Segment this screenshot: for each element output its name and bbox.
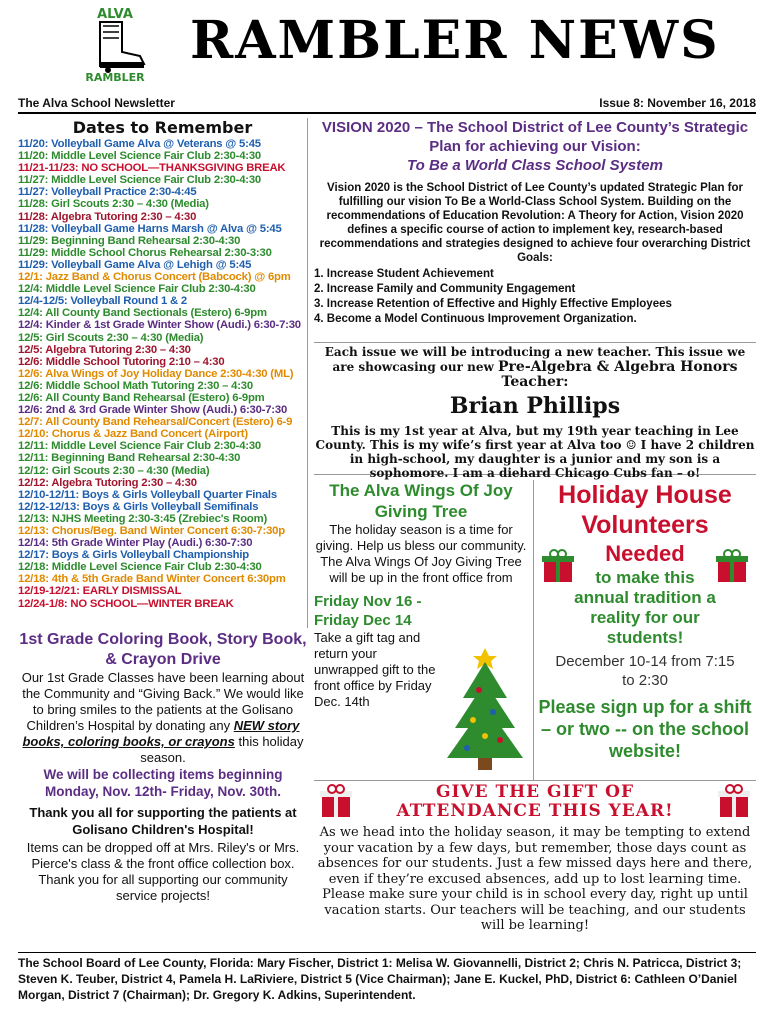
newsletter-name: The Alva School Newsletter [18,96,175,110]
coloring-collect-dates: We will be collecting items beginning Monday, Nov. 12th- Friday, Nov. 30th. [43,767,283,799]
date-item: 12/19-12/21: EARLY DISMISSAL [18,585,182,598]
vision-body: Vision 2020 is the School District of Lee County’s updated Strategic Plan for fulfilling our vision To Be a World-Class School System. Building on the recommendations of Education Revolution: A Theory for Action, Vision 2020 defines a specific course of action to implement key, research-based recommendations and strategies designed to achieve four overarching District Goals: [319,182,751,264]
teacher-bio: This is my 1st year at Alva, but my 19th year teaching in Lee County. This is my wife’s first year at Alva too ☺ I have 2 children in high-school, my daughter is a junior and my son is a sophomore. I am a diehard Chicago Cubs fan – o! [315,424,755,480]
date-item: 12/6: Alva Wings of Joy Holiday Dance 2:30-4:30 (ML) [18,367,294,380]
holiday-signup: Please sign up for a shift – or two -- on the school website! [538,697,752,761]
teacher-intro: Each issue we will be introducing a new teacher. This issue we are showcasing our new Pre-Algebra & Algebra Honors Teacher: [324,345,746,390]
date-item: 12/5: Girl Scouts 2:30 – 4:30 (Media) [18,331,204,344]
date-item: 11/29: Middle School Chorus Rehearsal 2:30-3:30 [18,246,272,259]
date-item: 12/17: Boys & Girls Volleyball Championship [18,549,250,562]
holiday-dates: December 10-14 from 7:15 to 2:30 [555,653,735,689]
date-item: 12/4: All County Band Sectionals (Estero) 6-9pm [18,307,267,320]
date-item: 12/12: Algebra Tutoring 2:30 – 4:30 [18,476,197,489]
teacher-spotlight [314,345,756,480]
teacher-name: Brian Phillips [449,393,621,419]
date-item: 12/6: 2nd & 3rd Grade Winter Show (Audi.) 6:30-7:30 [18,404,288,417]
newsletter-subline [18,96,756,114]
date-item: 12/11: Beginning Band Rehearsal 2:30-4:30 [18,452,241,465]
date-item: 11/28: Algebra Tutoring 2:30 – 4:30 [18,210,197,223]
holiday-house-section [533,480,756,780]
date-item: 12/11: Middle Level Science Fair Club 2:30-4:30 [18,440,262,453]
vision-2020-section [314,118,756,343]
date-item: 11/29: Volleyball Game Alva @ Lehigh @ 5:45 [18,258,252,271]
gift-icon [714,548,750,584]
svg-text:RAMBLER: RAMBLER [85,71,145,84]
coloring-body: Our 1st Grade Classes have been learning about the Community and “Giving Back.” We would like to bring smiles to the patients at the Golisano Children’s Hospital by donating any NEW story books, coloring books, or crayons this holiday season. [21,670,305,765]
date-item: 12/10-12/11: Boys & Girls Volleyball Quarter Finals [18,488,277,501]
dates-title: Dates to Remember [72,118,253,137]
date-item: 12/12: Girl Scouts 2:30 – 4:30 (Media) [18,464,210,477]
date-item: 12/5: Algebra Tutoring 2:30 – 4:30 [18,343,191,356]
date-item: 12/6: Middle School Math Tutoring 2:30 – 4:30 [18,379,253,392]
vision-goal: 2. Increase Family and Community Engagement [314,283,576,295]
masthead-title: RAMBLER NEWS [190,10,720,71]
holiday-title: Holiday House Volunteers [558,481,732,539]
date-item: 11/27: Volleyball Practice 2:30-4:45 [18,186,197,199]
date-item: 12/18: Middle Level Science Fair Club 2:30-4:30 [18,561,262,574]
alva-rambler-logo [70,4,160,84]
coloring-title: 1st Grade Coloring Book, Story Book, & Crayon Drive [19,631,307,668]
date-item: 12/13: NJHS Meeting 2:30-3:45 (Zrebiec's Room) [18,512,268,525]
date-item: 11/21-11/23: NO SCHOOL—THANKSGIVING BREAK [18,162,286,175]
date-item: 11/27: Middle Level Science Fair Club 2:30-4:30 [18,174,262,187]
date-item: 12/14: 5th Grade Winter Play (Audi.) 6:30-7:30 [18,537,253,550]
vision-title: VISION 2020 – The School District of Lee County’s Strategic Plan for achieving our Vision: To Be a World Class School System [321,119,749,174]
date-item: 11/28: Girl Scouts 2:30 – 4:30 (Media) [18,198,209,211]
date-item: 12/4: Kinder & 1st Grade Winter Show (Audi.) 6:30-7:30 [18,319,301,332]
date-item: 12/6: All County Band Rehearsal (Estero) 6-9pm [18,391,265,404]
date-item: 12/18: 4th & 5th Grade Band Winter Concert 6:30pm [18,573,286,586]
coloring-dropoff: Items can be dropped off at Mrs. Riley's or Mrs. Pierce's class & the front office collection box. Thank you for all supporting our community service projects! [26,840,300,903]
gift-icon [716,783,752,819]
vision-goals [314,267,756,327]
date-item: 11/20: Middle Level Science Fair Club 2:30-4:30 [18,150,262,163]
school-board-footer: The School Board of Lee County, Florida: Mary Fischer, District 1: Melisa W. Giovannelli, District 2; Chris N. Patricca, District 3; Steven K. Teuber, District 4, Pamela H. LaRiviere, District 5 (Vice Chairman); Jane E. Kuckel, PhD, District 6: Cathleen O’Daniel Morgan, District 7 (Chairman); Dr. Gregory K. Adkins, Superintendent. [18,952,756,1004]
date-item: 12/10: Chorus & Jazz Band Concert (Airport) [18,428,248,441]
holiday-needed: Needed [605,541,685,566]
date-item: 12/4-12/5: Volleyball Round 1 & 2 [18,295,187,308]
coloring-thanks: Thank you all for supporting the patients at Golisano Children's Hospital! [29,805,297,837]
christmas-tree-icon [445,640,525,775]
issue-date: Issue 8: November 16, 2018 [599,96,756,110]
date-item: 12/13: Chorus/Beg. Band Winter Concert 6:30-7:30p [18,525,285,537]
vision-goal: 1. Increase Student Achievement [314,268,494,280]
dates-to-remember [18,118,308,628]
date-item: 12/6: Middle School Tutoring 2:10 – 4:30 [18,355,225,368]
vision-goal: 4. Become a Model Continuous Improvement Organization. [314,313,637,325]
date-item: 11/29: Beginning Band Rehearsal 2:30-4:30 [18,234,241,247]
date-item: 12/4: Middle Level Science Fair Club 2:30-4:30 [18,283,256,296]
date-item: 12/7: All County Band Rehearsal/Concert (Estero) 6-9 [18,416,293,429]
attendance-section [314,780,756,952]
wings-title: The Alva Wings Of Joy Giving Tree [329,481,513,521]
date-item: 11/28: Volleyball Game Harns Marsh @ Alva @ 5:45 [18,222,282,235]
wings-gift-instructions: Take a gift tag and return your unwrapped gift to the front office by Friday Dec. 14th [314,630,436,709]
attendance-body: As we head into the holiday season, it may be tempting to extend your vacation by a few days, but remember, those days count as absences for our students. Just a few missed days here and there, even if they’re excused absences, add up to lost learning time. Please make sure your child is in school every day, right up until vacation starts. Our teachers will be teaching, and our students will be learning! [317,825,753,933]
holiday-purpose: to make this annual tradition a reality for our students! [574,568,716,647]
vision-goal: 3. Increase Retention of Effective and Highly Effective Employees [314,298,672,310]
date-item: 12/12-12/13: Boys & Girls Volleyball Semifinals [18,500,259,513]
wings-dates: Friday Nov 16 - Friday Dec 14 [314,593,422,629]
gift-icon [318,783,354,819]
date-item: 12/24-1/8: NO SCHOOL—WINTER BREAK [18,597,234,610]
svg-text:ALVA: ALVA [97,7,133,22]
coloring-book-drive [18,630,308,950]
date-item: 12/1: Jazz Band & Chorus Concert (Babcock) @ 6pm [18,271,291,284]
date-item: 11/20: Volleyball Game Alva @ Veterans @ 5:45 [18,138,261,150]
dates-list [18,138,307,610]
attendance-title: GIVE THE GIFT OF ATTENDANCE THIS YEAR! [396,782,674,821]
gift-icon [540,548,576,584]
wings-body: The holiday season is a time for giving. Help us bless our community. The Alva Wings Of Joy Giving Tree will be up in the front office from [315,522,527,585]
